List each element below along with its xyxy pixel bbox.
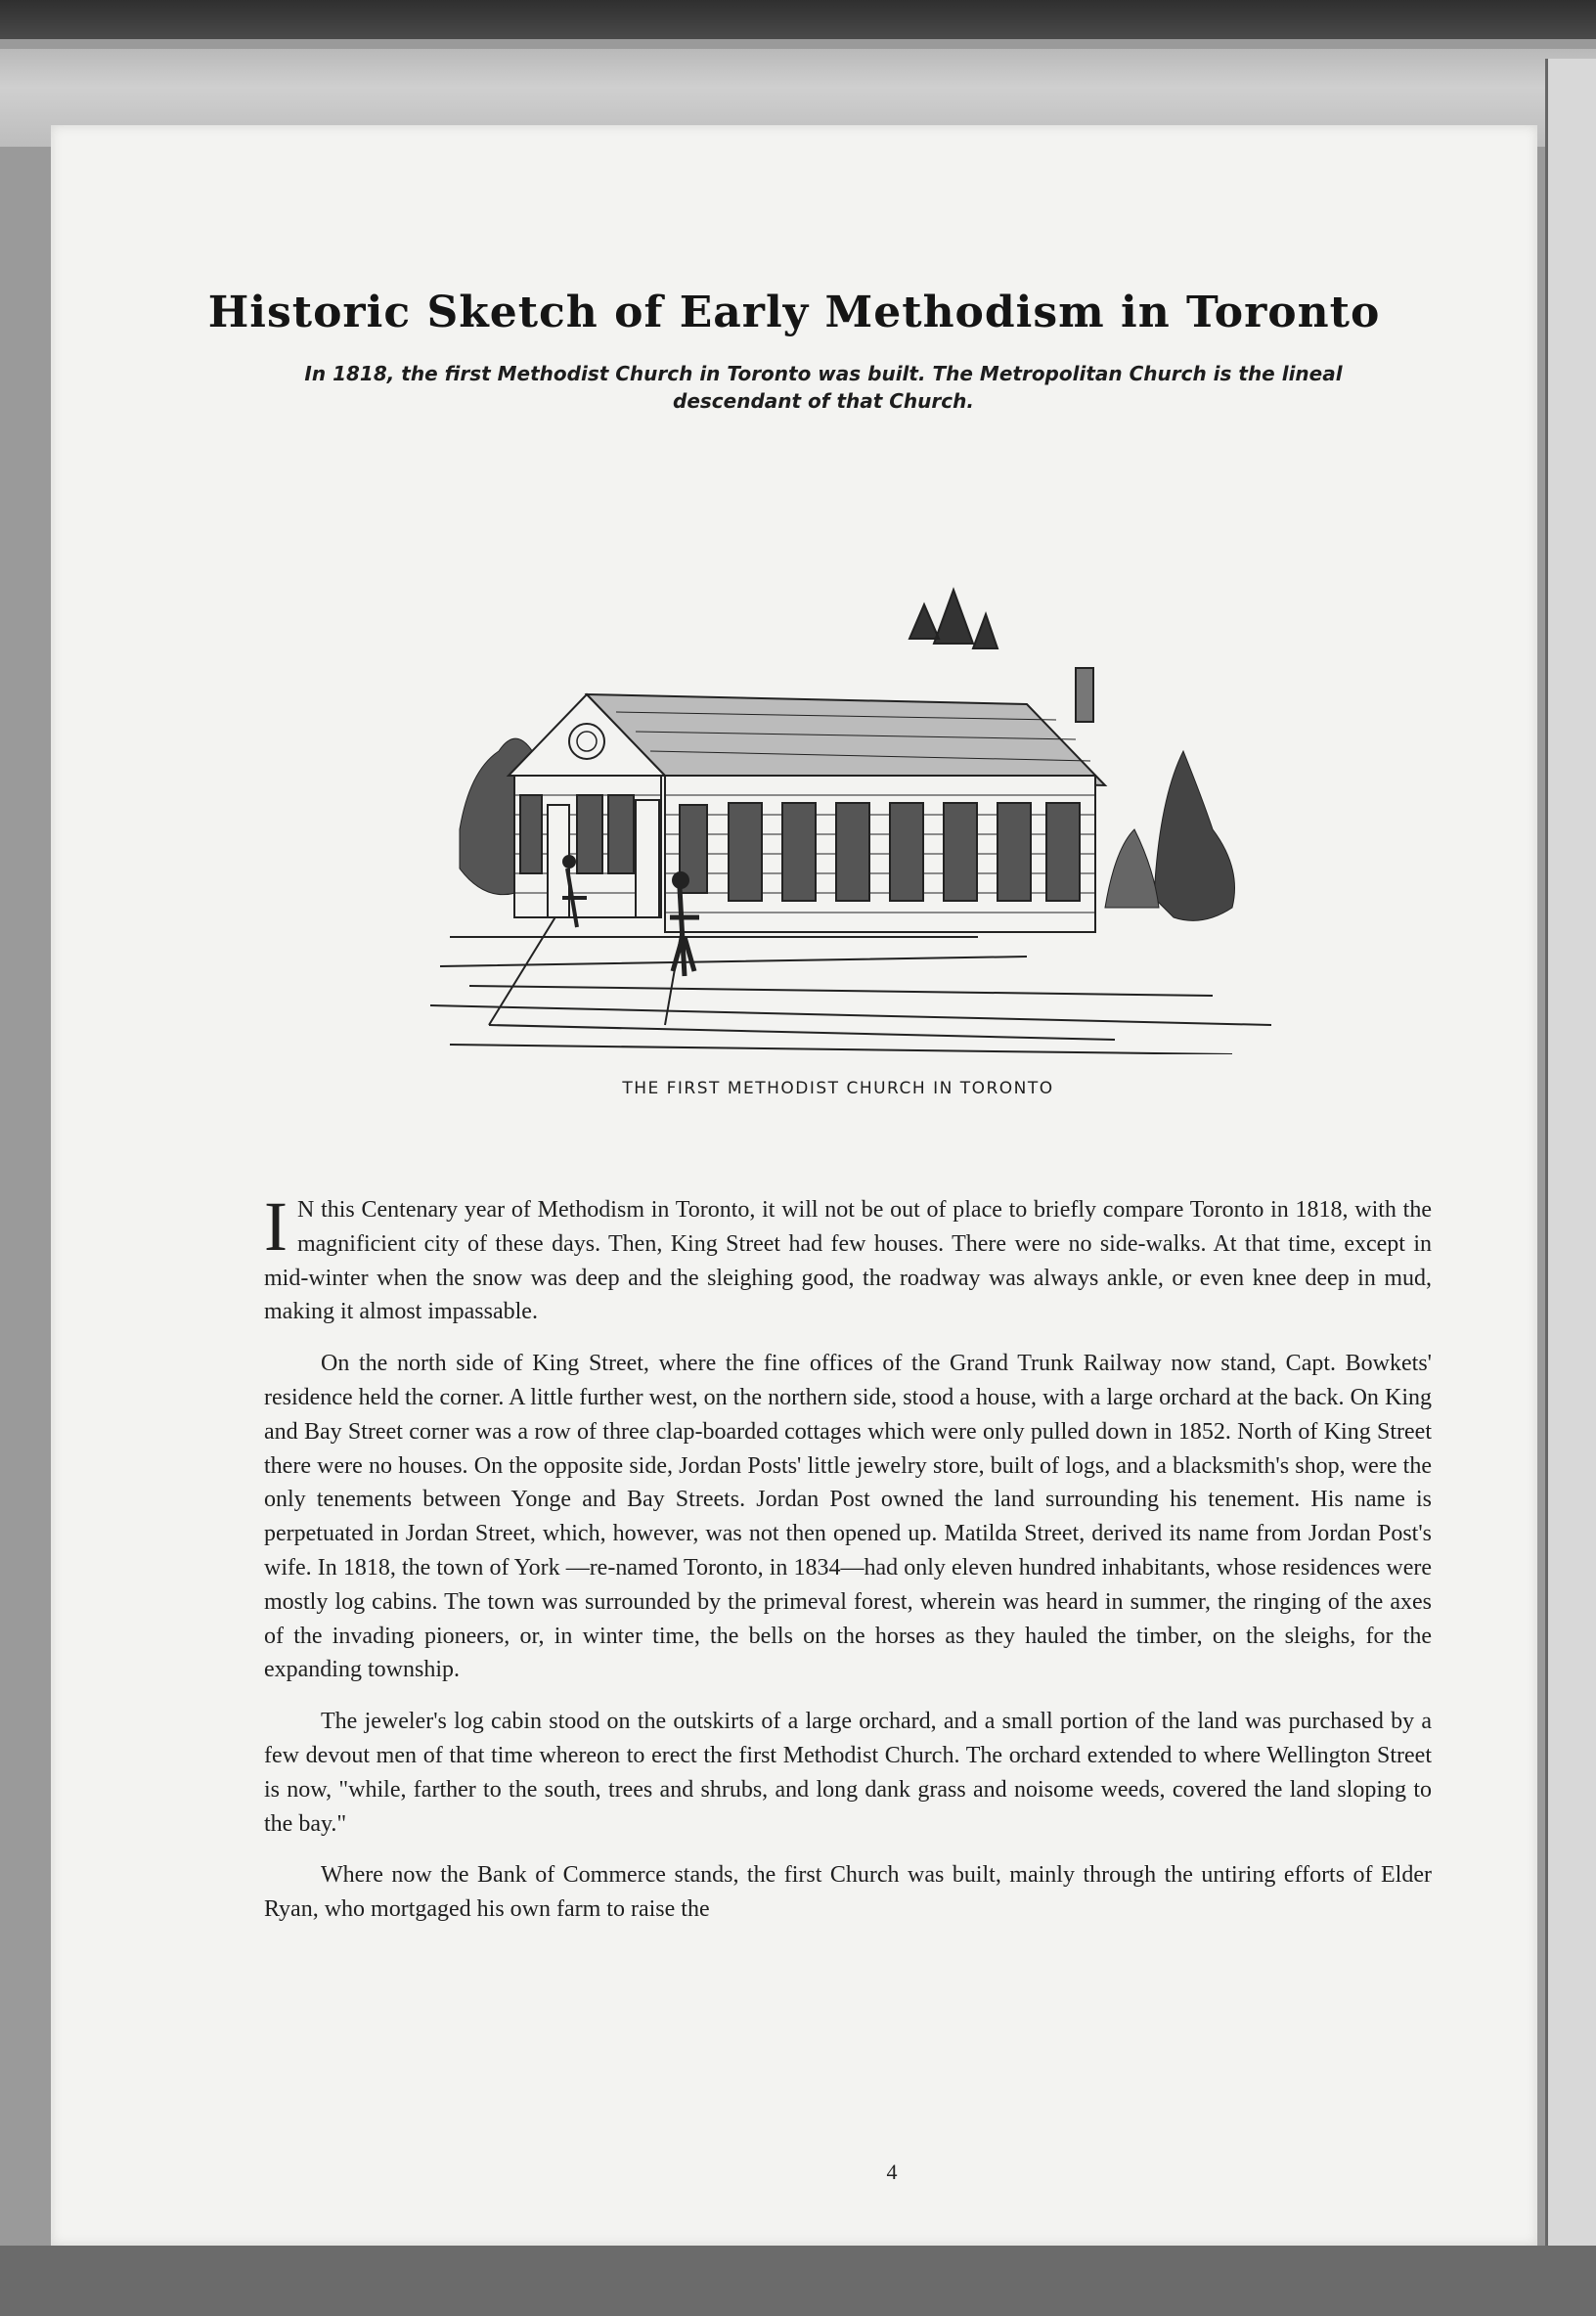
- document-page: [51, 125, 1537, 2246]
- page-number: 4: [886, 2160, 898, 2184]
- paragraph: On the north side of King Street, where the fine offices of the Grand Trunk Railway now stand, Capt. Bowkets' residence held the corner. A little further west, on the northern side, stood a house, with a large orchard at the back. On King and Bay Street corner was a row of three clap-boarded cottages which were only pulled down in 1852. North of King Street there were no houses. On the opposite side, Jordan Posts' little jewelry store, built of logs, and a blacksmith's shop, were the only tenements between Yonge and Bay Streets. Jordan Post owned the land surrounding his tenement. His name is perpetuated in Jordan Street, which, however, was not then opened up. Matilda Street, derived its name from Jordan Post's wife. In 1818, the town of York —re-named Toronto, in 1834—had only eleven hundred inhabitants, whose residences were mostly log cabins. The town was surrounded by the primeval forest, wherein was heard in summer, the ringing of the axes of the invading pioneers, or, in winter time, the bells on the horses as they hauled the timber, on the sleighs, for the expanding township.: [264, 1351, 1432, 1683]
- page-title: Historic Sketch of Early Methodism in Toronto: [207, 288, 1381, 337]
- church-illustration-icon: [430, 477, 1273, 1054]
- drop-cap: I: [264, 1187, 288, 1266]
- article-body: [264, 1187, 1432, 1944]
- illustration-caption: THE FIRST METHODIST CHURCH IN TORONTO: [622, 1079, 1054, 1098]
- paragraph-text: N this Centenary year of Methodism in Toronto, it will not be out of place to briefly compare Toronto in 1818, with the magnificient city of these days. Then, King Street had few houses. There were no side-walks. At that time, except in mid-winter when the snow was deep and the sleighing good, the roadway was always ankle, or even knee deep in mud, making it almost impassable.: [264, 1197, 1432, 1325]
- next-page-edge: [1545, 59, 1596, 2308]
- paragraph: [264, 1187, 1432, 1329]
- scan-bottom-strip: [0, 2246, 1596, 2316]
- paragraph: The jeweler's log cabin stood on the outskirts of a large orchard, and a small portion of the land was purchased by a few devout men of that time whereon to erect the first Methodist Church. The orchard extended to where Wellington Street is now, "while, farther to the south, trees and shrubs, and long dank grass and noisome weeds, covered the land sloping to the bay.": [264, 1709, 1432, 1837]
- paragraph: Where now the Bank of Commerce stands, the first Church was built, mainly through the untiring efforts of Elder Ryan, who mortgaged his own farm to raise the: [264, 1862, 1432, 1923]
- page-subtitle: In 1818, the first Methodist Church in Toronto was built. The Metropolitan Church is the lineal descendant of that Church.: [304, 362, 1343, 413]
